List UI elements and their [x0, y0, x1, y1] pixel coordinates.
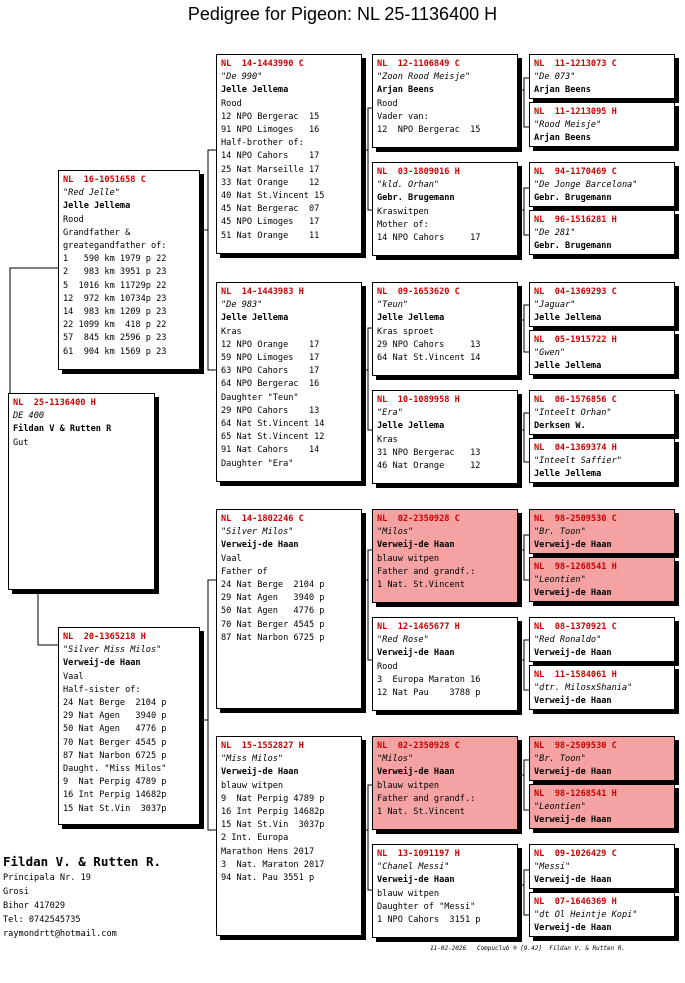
ring-number: NL 12-1465677 H — [377, 622, 460, 632]
ring-number: NL 16-1051658 C — [63, 175, 146, 185]
pigeon-name: "Red Jelle" — [63, 188, 120, 199]
owner-name: Verweij-de Haan — [377, 540, 455, 551]
pigeon-name: "Rood Meisje" — [534, 120, 602, 131]
detail-line: Rood — [377, 661, 398, 672]
detail-line: 2 983 km 3951 p 23 — [63, 267, 167, 278]
ring-number: NL 09-1653620 C — [377, 287, 460, 297]
owner-name: Verweij-de Haan — [63, 658, 141, 669]
ring-number: NL 11-1213095 H — [534, 107, 617, 117]
print-footer: 11-02-2026 Compuclub ® [9.42] Fildan V. & Rutten R. — [430, 945, 626, 952]
pigeon-name: "Br. Toon" — [534, 754, 586, 765]
pigeon-name: "Miss Milos" — [221, 754, 284, 765]
detail-line: Half-sister of: — [63, 684, 141, 695]
ring-number: NL 98-1268541 H — [534, 789, 617, 799]
detail-line: 45 NPO Limoges 17 — [221, 217, 320, 228]
detail-line: Vaal — [221, 553, 242, 564]
owner-name: Verweij-de Haan — [534, 875, 612, 886]
detail-line: Rood — [377, 98, 398, 109]
breeder-info — [3, 853, 161, 941]
detail-line: 59 NPO Limoges 17 — [221, 353, 320, 364]
pigeon-card-subject[interactable] — [8, 393, 155, 590]
detail-line: 64 NPO Bergerac 16 — [221, 379, 320, 390]
detail-line: Rood — [63, 214, 84, 225]
ring-number: NL 08-1370921 C — [534, 622, 617, 632]
ring-number: NL 04-1369374 H — [534, 443, 617, 453]
pigeon-card-gen4-1[interactable] — [372, 54, 518, 148]
owner-name: Verweij-de Haan — [377, 875, 455, 886]
ring-number: NL 04-1369293 C — [534, 287, 617, 297]
ring-number: NL 12-1106849 C — [377, 59, 460, 69]
owner-name: Verweij-de Haan — [534, 767, 612, 778]
detail-line: 61 904 km 1569 p 23 — [63, 346, 167, 357]
owner-name: Verweij-de Haan — [221, 767, 299, 778]
detail-line: Gut — [13, 437, 29, 448]
detail-line: 57 845 km 2596 p 23 — [63, 333, 167, 344]
detail-line: 5 1016 km 11729p 22 — [63, 280, 167, 291]
ring-number: NL 05-1915722 H — [534, 335, 617, 345]
detail-line: Vader van: — [377, 111, 429, 122]
pigeon-name: "De 281" — [534, 228, 576, 239]
pigeon-name: "Milos" — [377, 754, 414, 765]
pigeon-card-sire-sire[interactable] — [216, 54, 362, 254]
pigeon-card-gen5-4[interactable] — [529, 210, 675, 255]
detail-line: 3 Nat. Maraton 2017 — [221, 859, 325, 870]
detail-line: Vaal — [63, 671, 84, 682]
pigeon-card-gen5-10[interactable] — [529, 557, 675, 602]
pigeon-name: "Red Rose" — [377, 635, 429, 646]
owner-name: Arjan Beens — [377, 85, 434, 96]
pigeon-name: DE 400 — [13, 411, 45, 422]
detail-line: Kras — [221, 326, 242, 337]
detail-line: 9 Nat Perpig 4789 p — [63, 777, 167, 788]
owner-name: Arjan Beens — [534, 133, 591, 144]
detail-line: Mother of: — [377, 219, 429, 230]
pigeon-name: "Br. Toon" — [534, 527, 586, 538]
pigeon-card-dam-sire[interactable] — [216, 509, 362, 709]
pigeon-card-gen4-7[interactable] — [372, 736, 518, 830]
owner-name: Jelle Jellema — [221, 313, 289, 324]
owner-name: Gebr. Brugemann — [534, 241, 612, 252]
detail-line: 64 Nat St.Vincent 14 — [377, 353, 481, 364]
detail-line: 63 NPO Cahors 17 — [221, 366, 320, 377]
ring-number: NL 02-2350928 C — [377, 514, 460, 524]
owner-name: Verweij-de Haan — [534, 815, 612, 826]
pigeon-name: "Milos" — [377, 527, 414, 538]
breeder-address-line: Bihor 417029 — [3, 901, 66, 911]
detail-line: 29 NPO Cahors 13 — [377, 339, 481, 350]
pigeon-name: "Era" — [377, 408, 403, 419]
owner-name: Jelle Jellema — [63, 201, 131, 212]
detail-line: 91 NPO Limoges 16 — [221, 125, 320, 136]
detail-line: 14 NPO Cahors 17 — [221, 151, 320, 162]
owner-name: Gebr. Brugemann — [377, 193, 455, 204]
detail-line: Father and grandf.: — [377, 566, 476, 577]
detail-line: 12 NPO Orange 17 — [221, 339, 320, 350]
detail-line: Grandfather & — [63, 227, 131, 238]
pigeon-card-gen5-8[interactable] — [529, 438, 675, 483]
detail-line: 1 Nat. St.Vincent — [377, 580, 465, 591]
ring-number: NL 14-1802246 C — [221, 514, 304, 524]
pigeon-card-gen4-3[interactable] — [372, 282, 518, 376]
breeder-address-line: Principala Nr. 19 — [3, 873, 91, 883]
pigeon-card-gen4-6[interactable] — [372, 617, 518, 711]
detail-line: 12 NPO Bergerac 15 — [221, 111, 320, 122]
ring-number: NL 96-1516281 H — [534, 215, 617, 225]
detail-line: 33 Nat Orange 12 — [221, 177, 320, 188]
detail-line: blauw witpen — [377, 553, 440, 564]
owner-name: Jelle Jellema — [534, 361, 602, 372]
pigeon-name: "De 983" — [221, 300, 263, 311]
pigeon-name: "Gwen" — [534, 348, 566, 359]
ring-number: NL 09-1026429 C — [534, 849, 617, 859]
detail-line: 25 Nat Marseille 17 — [221, 164, 320, 175]
owner-name: Verweij-de Haan — [221, 540, 299, 551]
pigeon-card-gen5-7[interactable] — [529, 390, 675, 435]
detail-line: blauw witpen — [221, 780, 284, 791]
pigeon-card-gen4-5[interactable] — [372, 509, 518, 603]
ring-number: NL 03-1809016 H — [377, 167, 460, 177]
detail-line: 12 NPO Bergerac 15 — [377, 125, 481, 136]
ring-number: NL 10-1089958 H — [377, 395, 460, 405]
pigeon-card-gen5-15[interactable] — [529, 844, 675, 889]
detail-line: Daughter "Era" — [221, 458, 294, 469]
pigeon-name: "dtr. MilosxShania" — [534, 683, 633, 694]
ring-number: NL 06-1576856 C — [534, 395, 617, 405]
pigeon-card-gen5-14[interactable] — [529, 784, 675, 829]
owner-name: Gebr. Brugemann — [534, 193, 612, 204]
detail-line: 14 983 km 1209 p 23 — [63, 307, 167, 318]
detail-line: 16 Int Perpig 14682p — [221, 807, 325, 818]
detail-line: Half-brother of: — [221, 138, 304, 149]
owner-name: Verweij-de Haan — [534, 696, 612, 707]
pigeon-name: "Jaguar" — [534, 300, 576, 311]
detail-line: Kras — [377, 434, 398, 445]
detail-line: 24 Nat Berge 2104 p — [63, 698, 167, 709]
pigeon-name: "kld. Orhan" — [377, 180, 440, 191]
detail-line: 51 Nat Orange 11 — [221, 230, 320, 241]
ring-number: NL 13-1091197 H — [377, 849, 460, 859]
ring-number: NL 14-1443983 H — [221, 287, 304, 297]
ring-number: NL 11-1213073 C — [534, 59, 617, 69]
detail-line: 70 Nat Berger 4545 p — [221, 619, 325, 630]
owner-name: Jelle Jellema — [377, 313, 445, 324]
detail-line: 12 972 km 10734p 23 — [63, 293, 167, 304]
detail-line: 87 Nat Narbon 6725 p — [221, 632, 325, 643]
pigeon-name: "Silver Milos" — [221, 527, 294, 538]
detail-line: 45 Nat Bergerac 07 — [221, 204, 320, 215]
ring-number: NL 94-1170469 C — [534, 167, 617, 177]
pigeon-name: "De 990" — [221, 72, 263, 83]
detail-line: 1 Nat. St.Vincent — [377, 807, 465, 818]
owner-name: Verweij-de Haan — [534, 923, 612, 934]
detail-line: Marathon Hens 2017 — [221, 846, 315, 857]
pigeon-card-gen5-5[interactable] — [529, 282, 675, 327]
pigeon-name: "Inteelt Saffier" — [534, 456, 622, 467]
pigeon-name: "Leontien" — [534, 802, 586, 813]
breeder-phone: Tel: 0742545735 — [3, 915, 81, 925]
owner-name: Derksen W. — [534, 421, 586, 432]
detail-line: 65 Nat St.Vincent 12 — [221, 432, 325, 443]
detail-line: greategandfather of: — [63, 241, 167, 252]
pigeon-name: "Teun" — [377, 300, 409, 311]
ring-number: NL 07-1646369 H — [534, 897, 617, 907]
detail-line: 94 Nat. Pau 3551 p — [221, 873, 315, 884]
pigeon-card-gen5-16[interactable] — [529, 892, 675, 937]
pigeon-name: "Leontien" — [534, 575, 586, 586]
pigeon-card-gen4-2[interactable] — [372, 162, 518, 256]
pigeon-card-gen5-6[interactable] — [529, 330, 675, 375]
detail-line: 16 Int Perpig 14682p — [63, 790, 167, 801]
detail-line: Father of — [221, 566, 268, 577]
detail-line: Daughter "Teun" — [221, 392, 299, 403]
owner-name: Jelle Jellema — [534, 469, 602, 480]
owner-name: Jelle Jellema — [377, 421, 445, 432]
detail-line: 46 Nat Orange 12 — [377, 461, 481, 472]
detail-line: Daught. "Miss Milos" — [63, 764, 167, 775]
detail-line: Daughter of "Messi" — [377, 901, 476, 912]
pigeon-card-sire-dam[interactable] — [216, 282, 362, 482]
detail-line: 31 NPO Bergerac 13 — [377, 447, 481, 458]
detail-line: 29 Nat Agen 3940 p — [221, 593, 325, 604]
pigeon-name: "Messi" — [534, 862, 571, 873]
pigeon-name: "Silver Miss Milos" — [63, 645, 162, 656]
pigeon-card-gen5-12[interactable] — [529, 665, 675, 710]
pigeon-card-dam-dam[interactable] — [216, 736, 362, 936]
pigeon-card-gen5-9[interactable] — [529, 509, 675, 554]
ring-number: NL 14-1443990 C — [221, 59, 304, 69]
pigeon-card-sire[interactable] — [58, 170, 200, 370]
detail-line: 91 Nat Cahors 14 — [221, 445, 320, 456]
pigeon-card-gen5-13[interactable] — [529, 736, 675, 781]
pigeon-card-dam[interactable] — [58, 627, 200, 825]
pigeon-card-gen5-2[interactable] — [529, 102, 675, 147]
detail-line: 87 Nat Narbon 6725 p — [63, 750, 167, 761]
detail-line: blauw witpen — [377, 888, 440, 899]
ring-number: NL 25-1136400 H — [13, 398, 96, 408]
owner-name: Fildan V & Rutten R — [13, 424, 112, 435]
pigeon-name: "De 073" — [534, 72, 576, 83]
detail-line: 14 NPO Cahors 17 — [377, 233, 481, 244]
ring-number: NL 98-2509530 C — [534, 741, 617, 751]
detail-line: Kras sproet — [377, 326, 434, 337]
detail-line: 22 1099 km 418 p 22 — [63, 320, 167, 331]
owner-name: Verweij-de Haan — [534, 648, 612, 659]
detail-line: 70 Nat Berger 4545 p — [63, 737, 167, 748]
detail-line: 15 Nat St.Vin 3037p — [221, 820, 325, 831]
ring-number: NL 20-1365218 H — [63, 632, 146, 642]
owner-name: Jelle Jellema — [221, 85, 289, 96]
breeder-address-line: Grosi — [3, 887, 29, 897]
pigeon-name: "Inteelt Orhan" — [534, 408, 612, 419]
detail-line: Kraswitpen — [377, 206, 429, 217]
detail-line: 1 590 km 1979 p 22 — [63, 254, 167, 265]
pigeon-card-gen5-3[interactable] — [529, 162, 675, 207]
owner-name: Verweij-de Haan — [377, 767, 455, 778]
detail-line: 50 Nat Agen 4776 p — [63, 724, 167, 735]
detail-line: Rood — [221, 98, 242, 109]
owner-name: Verweij-de Haan — [534, 540, 612, 551]
detail-line: blauw witpen — [377, 780, 440, 791]
detail-line: 12 Nat Pau 3788 p — [377, 688, 481, 699]
ring-number: NL 15-1552827 H — [221, 741, 304, 751]
detail-line: 1 NPO Cahors 3151 p — [377, 915, 481, 926]
detail-line: 40 Nat St.Vincent 15 — [221, 191, 325, 202]
detail-line: 9 Nat Perpig 4789 p — [221, 793, 325, 804]
detail-line: 29 NPO Cahors 13 — [221, 405, 320, 416]
pigeon-card-gen4-8[interactable] — [372, 844, 518, 938]
detail-line: 50 Nat Agen 4776 p — [221, 606, 325, 617]
detail-line: 2 Int. Europa — [221, 833, 289, 844]
pigeon-card-gen5-11[interactable] — [529, 617, 675, 662]
detail-line: 64 Nat St.Vincent 14 — [221, 419, 325, 430]
detail-line: 3 Europa Maraton 16 — [377, 674, 481, 685]
pigeon-name: "Red Ronaldo" — [534, 635, 602, 646]
ring-number: NL 98-2509530 C — [534, 514, 617, 524]
ring-number: NL 02-2350928 C — [377, 741, 460, 751]
detail-line: Father and grandf.: — [377, 793, 476, 804]
breeder-email[interactable]: raymondrtt@hotmail.com — [3, 929, 117, 939]
owner-name: Arjan Beens — [534, 85, 591, 96]
owner-name: Verweij-de Haan — [377, 648, 455, 659]
ring-number: NL 11-1584061 H — [534, 670, 617, 680]
pigeon-name: "De Jonge Barcelona" — [534, 180, 638, 191]
page-title: Pedigree for Pigeon: NL 25-1136400 H — [187, 4, 498, 24]
detail-line: 24 Nat Berge 2104 p — [221, 580, 325, 591]
detail-line: 15 Nat St.Vin 3037p — [63, 803, 167, 814]
detail-line: 29 Nat Agen 3940 p — [63, 711, 167, 722]
pigeon-card-gen4-4[interactable] — [372, 390, 518, 484]
pigeon-name: "dt Ol Heintje Kopi" — [534, 910, 638, 921]
pigeon-card-gen5-1[interactable] — [529, 54, 675, 99]
ring-number: NL 98-1268541 H — [534, 562, 617, 572]
owner-name: Verweij-de Haan — [534, 588, 612, 599]
owner-name: Jelle Jellema — [534, 313, 602, 324]
breeder-name: Fildan V. & Rutten R. — [3, 854, 162, 869]
pigeon-name: "Chanel Messi" — [377, 862, 450, 873]
pigeon-name: "Zoon Rood Meisje" — [377, 72, 471, 83]
